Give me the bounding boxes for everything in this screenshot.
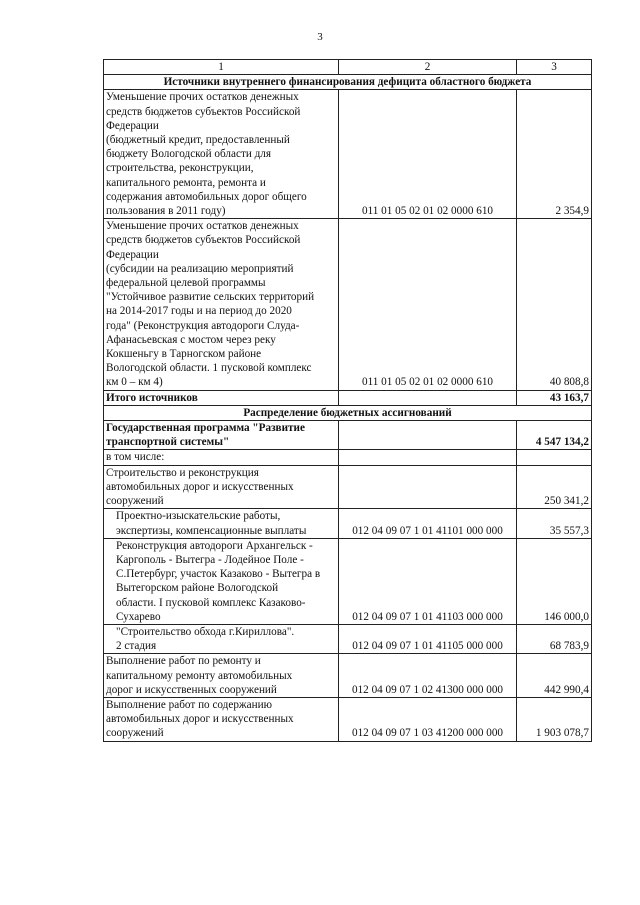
program-row [104, 421, 592, 450]
including-label: в том числе: [104, 450, 339, 465]
row-code: 012 04 09 07 1 01 41101 000 000 [339, 509, 517, 538]
header-col-2: 2 [339, 60, 517, 75]
row-code: 011 01 05 02 01 02 0000 610 [339, 219, 517, 390]
alloc-row [104, 697, 592, 741]
row-name: Выполнение работ по содержанию автомобильных дорог и искусственных сооружений [104, 697, 339, 741]
including-row [104, 450, 592, 465]
total-sources-label: Итого источников [104, 390, 339, 405]
alloc-row [104, 465, 592, 509]
including-amount [517, 450, 592, 465]
total-sources-code [339, 390, 517, 405]
row-name: Строительство и реконструкция автомобильных дорог и искусственных сооружений [104, 465, 339, 509]
row-name: Уменьшение прочих остатков денежных средств бюджетов субъектов Российской Федерации (бюджетный кредит, предоставленный бюджету Вологодской области для строительства, реконструкции, капитального ремонта, ремонта и содержания автомобильных дорог общего пользования в 2011 году) [104, 90, 339, 219]
header-row [104, 60, 592, 75]
row-amount: 68 783,9 [517, 624, 592, 653]
row-code: 011 01 05 02 01 02 0000 610 [339, 90, 517, 219]
page-number: 3 [317, 31, 323, 43]
including-code [339, 450, 517, 465]
program-amount: 4 547 134,2 [517, 421, 592, 450]
total-sources-amount: 43 163,7 [517, 390, 592, 405]
row-name: Реконструкция автодороги Архангельск - Каргополь - Вытегра - Лодейное Поле - С.Петербург, участок Казаково - Вытегра в Вытегорском районе Вологодской области. I пусковой комплекс Казаково- Сухарево [104, 538, 339, 624]
budget-table [103, 59, 592, 742]
row-name: Уменьшение прочих остатков денежных средств бюджетов субъектов Российской Федерации (субсидии на реализацию мероприятий федеральной целевой программы "Устойчивое развитие сельских территорий на 2014-2017 годы и на период до 2020 года" (Реконструкция автодороги Слуда- Афанасьевская с мостом через реку Кокшеньгу в Тарногском районе Вологодской области. 1 пусковой комплекс км 0 – км 4) [104, 219, 339, 390]
alloc-row [104, 509, 592, 538]
alloc-row [104, 624, 592, 653]
header-col-1: 1 [104, 60, 339, 75]
section-alloc-row [104, 405, 592, 420]
row-amount: 35 557,3 [517, 509, 592, 538]
row-code [339, 465, 517, 509]
section-alloc-title: Распределение бюджетных ассигнований [104, 405, 592, 420]
row-amount: 2 354,9 [517, 90, 592, 219]
row-code: 012 04 09 07 1 03 41200 000 000 [339, 697, 517, 741]
row-code: 012 04 09 07 1 02 41300 000 000 [339, 654, 517, 698]
row-amount: 442 990,4 [517, 654, 592, 698]
row-name: "Строительство обхода г.Кириллова". 2 стадия [104, 624, 339, 653]
row-code: 012 04 09 07 1 01 41103 000 000 [339, 538, 517, 624]
row-amount: 250 341,2 [517, 465, 592, 509]
sources-row [104, 219, 592, 390]
alloc-row [104, 538, 592, 624]
row-code: 012 04 09 07 1 01 41105 000 000 [339, 624, 517, 653]
program-name: Государственная программа "Развитие транспортной системы" [104, 421, 339, 450]
budget-table-body [104, 60, 592, 742]
program-code [339, 421, 517, 450]
section-sources-title: Источники внутреннего финансирования дефицита областного бюджета [104, 75, 592, 90]
row-name: Проектно-изыскательские работы, экспертизы, компенсационные выплаты [104, 509, 339, 538]
row-amount: 1 903 078,7 [517, 697, 592, 741]
row-name: Выполнение работ по ремонту и капитальному ремонту автомобильных дорог и искусственных сооружений [104, 654, 339, 698]
row-amount: 40 808,8 [517, 219, 592, 390]
section-sources-row [104, 75, 592, 90]
header-col-3: 3 [517, 60, 592, 75]
alloc-row [104, 654, 592, 698]
total-sources-row [104, 390, 592, 405]
row-amount: 146 000,0 [517, 538, 592, 624]
sources-row [104, 90, 592, 219]
